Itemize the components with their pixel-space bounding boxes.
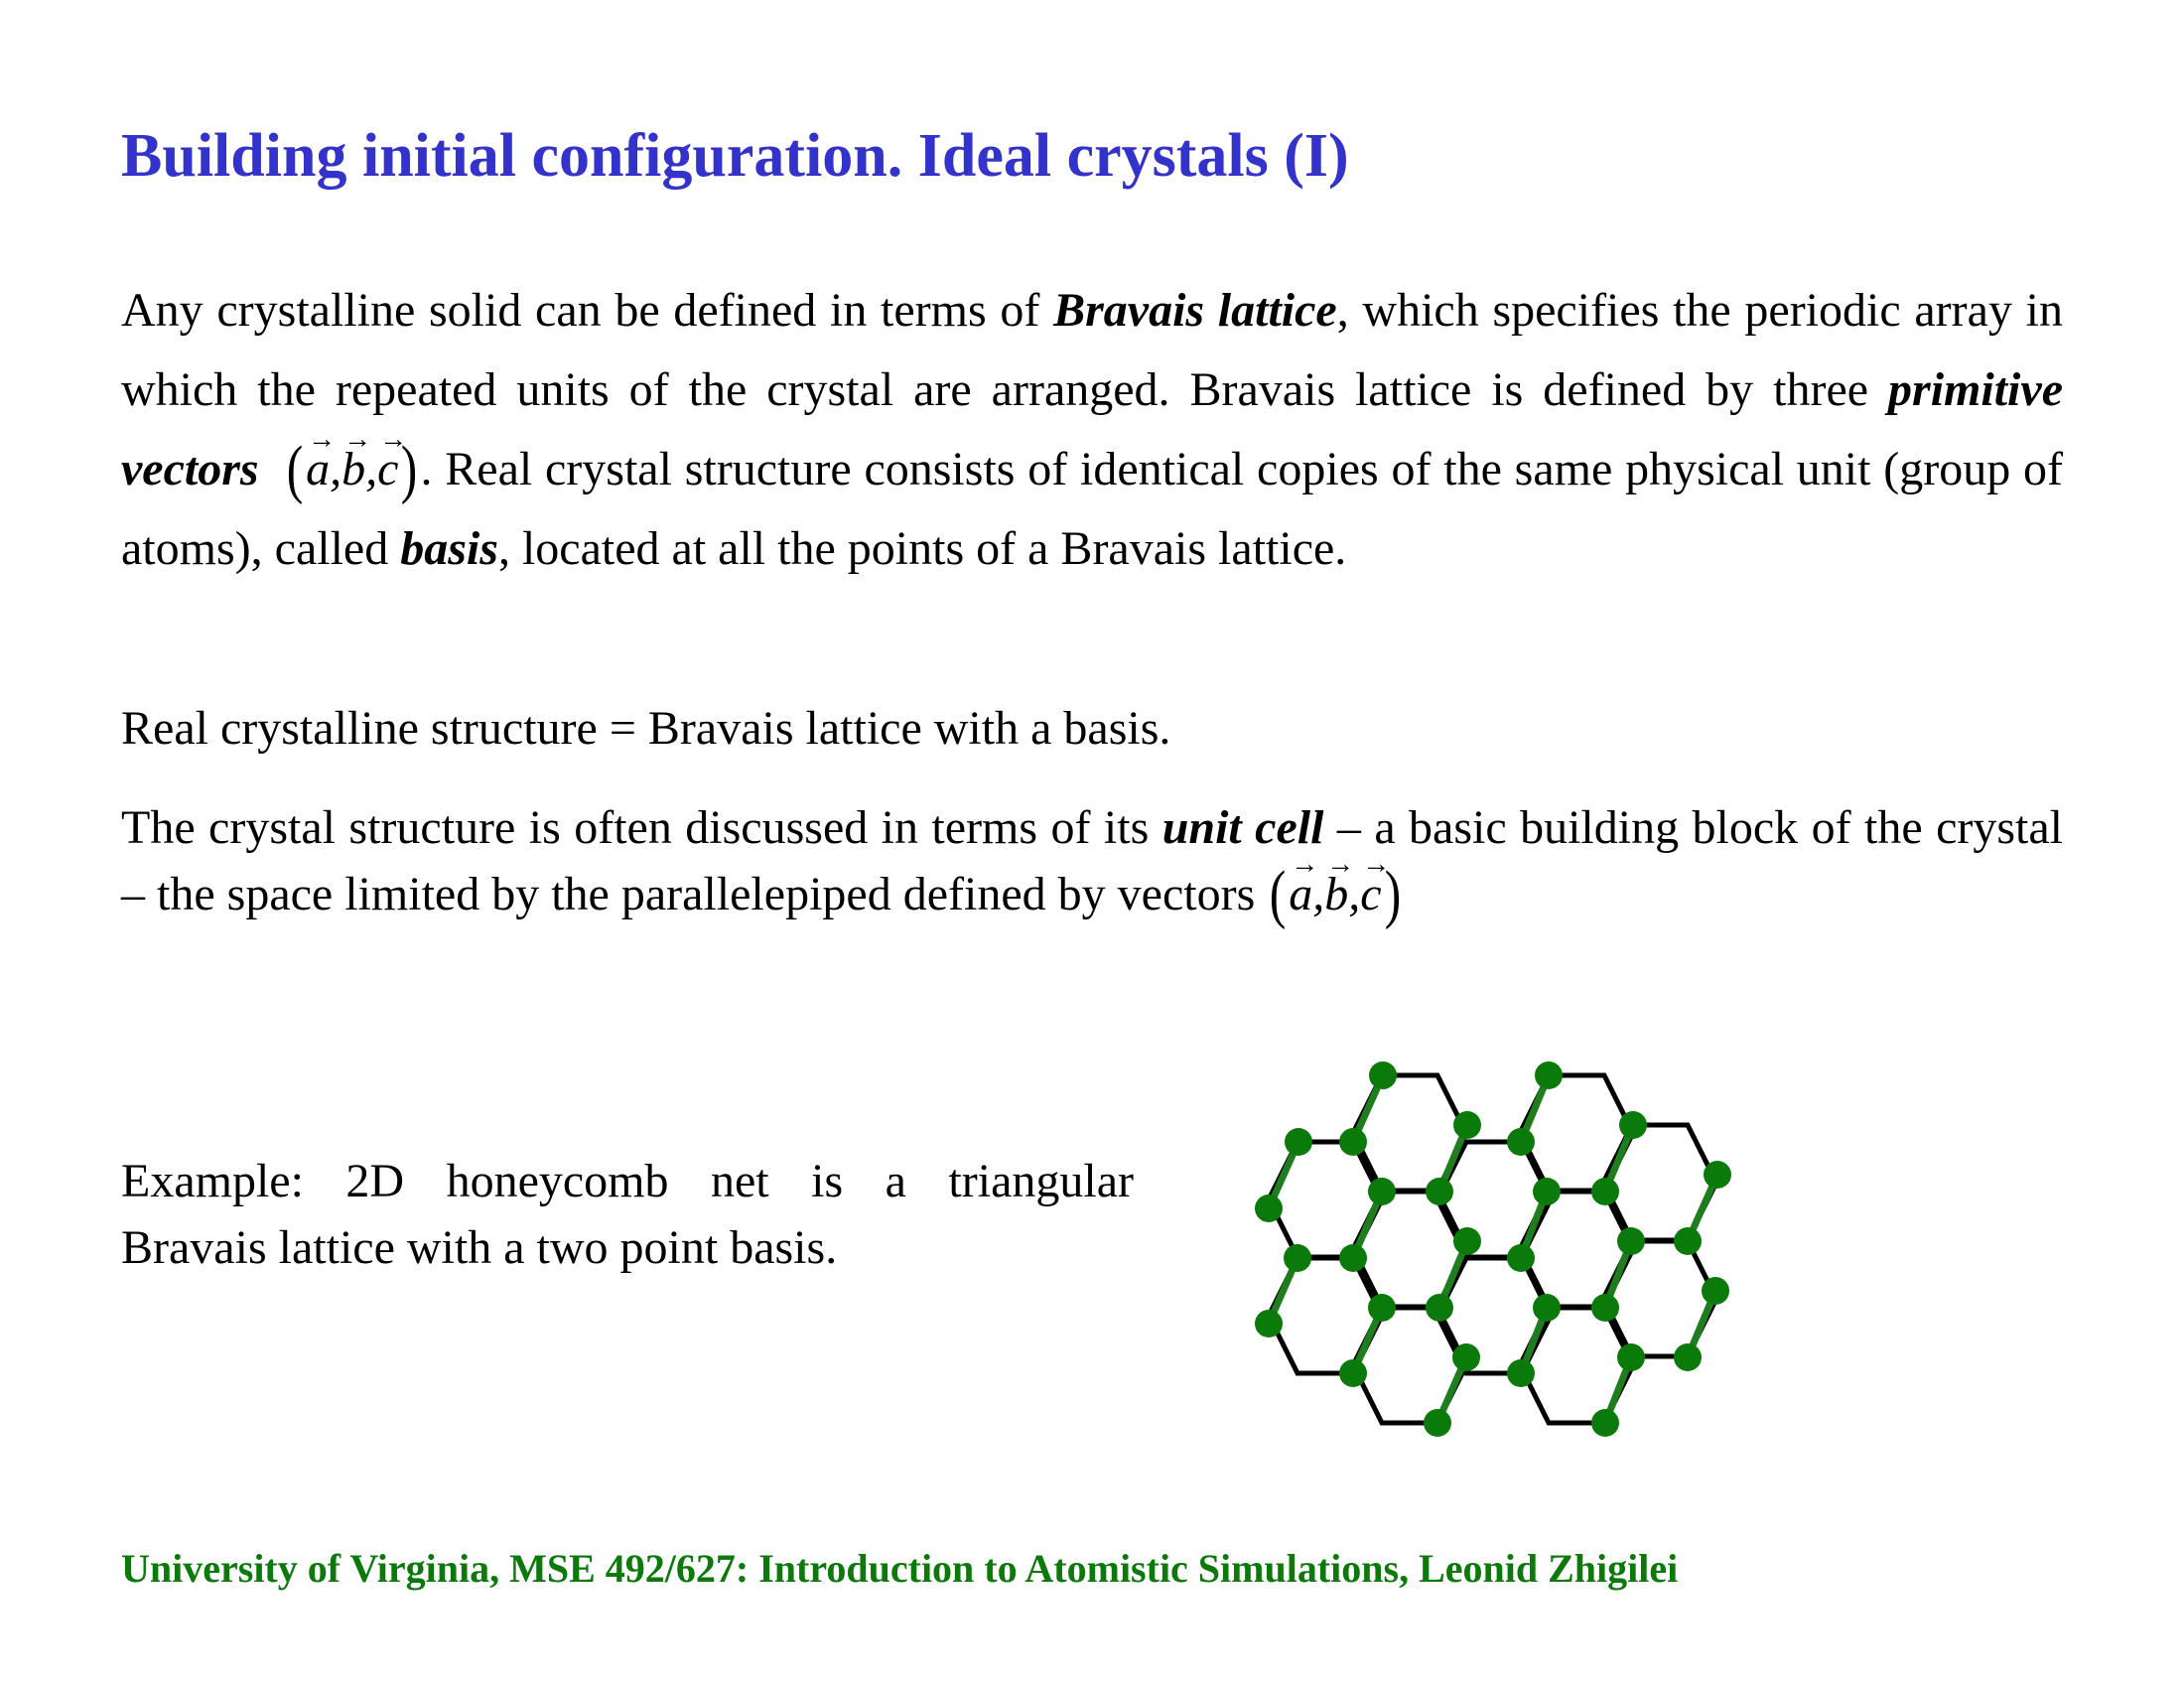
hexagon-grid [1269, 1075, 1716, 1423]
footer-course-credit: University of Virginia, MSE 492/627: Introduction to Atomistic Simulations, Leonid Zhigilei [121, 1546, 1679, 1591]
term-primitive-vectors: primitive vectors [121, 363, 2063, 495]
atom-dot [1507, 1128, 1535, 1156]
term-basis: basis [400, 522, 498, 575]
comma: , [365, 443, 378, 495]
atom-dot [1591, 1409, 1619, 1437]
atom-dot [1619, 1111, 1647, 1139]
atom-dot [1255, 1195, 1283, 1222]
text: . Real crystal structure consists of identical copies of the same physical unit (group of atoms), called [121, 443, 2064, 575]
open-paren: ( [1269, 858, 1287, 930]
vector-c: → c [1360, 861, 1381, 927]
atom-dot [1452, 1343, 1480, 1371]
vector-a: → a [1289, 861, 1312, 927]
comma: , [330, 443, 342, 495]
atom-dot [1674, 1343, 1702, 1371]
atom-dot [1533, 1178, 1561, 1205]
vector-a: → a [306, 430, 330, 509]
close-paren: ) [1384, 858, 1401, 930]
text: Any crystalline solid can be defined in terms of [121, 284, 1054, 337]
atom-dot [1426, 1294, 1453, 1322]
atom-dot [1284, 1244, 1311, 1272]
close-paren: ) [401, 433, 418, 505]
text: , which specifies the periodic array in which the repeated units of the crystal are arranged. Bravais lattice is defined by three [121, 284, 2063, 416]
atom-dot [1591, 1178, 1619, 1205]
paragraph-equation: Real crystalline structure = Bravais lattice with a basis. [121, 702, 1171, 755]
atom-dot [1369, 1061, 1397, 1089]
hexagon-cell [1353, 1308, 1466, 1423]
atom-dot [1591, 1294, 1619, 1322]
atom-dot [1255, 1310, 1283, 1337]
atom-dot [1617, 1343, 1645, 1371]
atom-dot [1704, 1161, 1731, 1189]
atom-dot [1368, 1178, 1396, 1205]
atom-dot [1426, 1178, 1453, 1205]
atom-dot [1507, 1244, 1535, 1272]
atom-dot [1507, 1359, 1535, 1387]
vector-c: → c [377, 430, 398, 509]
text: , located at all the points of a Bravais lattice. [497, 522, 1347, 575]
vector-b: → b [1324, 861, 1348, 927]
comma: , [1312, 868, 1325, 920]
atom-dot [1674, 1227, 1702, 1255]
atom-dot [1339, 1244, 1367, 1272]
atom-dot [1339, 1128, 1367, 1156]
atom-dot [1617, 1227, 1645, 1255]
atom-dot [1453, 1111, 1481, 1139]
atom-dot [1453, 1227, 1481, 1255]
atom-dot [1535, 1061, 1563, 1089]
atom-dot [1424, 1409, 1451, 1437]
open-paren: ( [286, 433, 304, 505]
atom-dot [1533, 1294, 1561, 1322]
comma: , [1348, 868, 1361, 920]
atom-dot [1285, 1128, 1312, 1156]
atom-dot [1339, 1359, 1367, 1387]
example-line-1: Example: 2D honeycomb net is a triangular [121, 1155, 1134, 1207]
atom-dot [1702, 1277, 1729, 1305]
text: The crystal structure is often discussed in terms of its [121, 801, 1162, 854]
basis-atoms [1255, 1061, 1731, 1437]
example-line-2: Bravais lattice with a two point basis. [121, 1221, 838, 1274]
slide-title: Building initial configuration. Ideal crystals (I) [121, 122, 1349, 190]
text: – a basic building block of the crystal – the space limited by the parallelepiped defined by vectors [121, 801, 2064, 920]
vector-b: → b [341, 430, 365, 509]
term-unit-cell: unit cell [1161, 801, 1324, 854]
term-bravais-lattice: Bravais lattice [1053, 284, 1337, 337]
atom-dot [1368, 1294, 1396, 1322]
